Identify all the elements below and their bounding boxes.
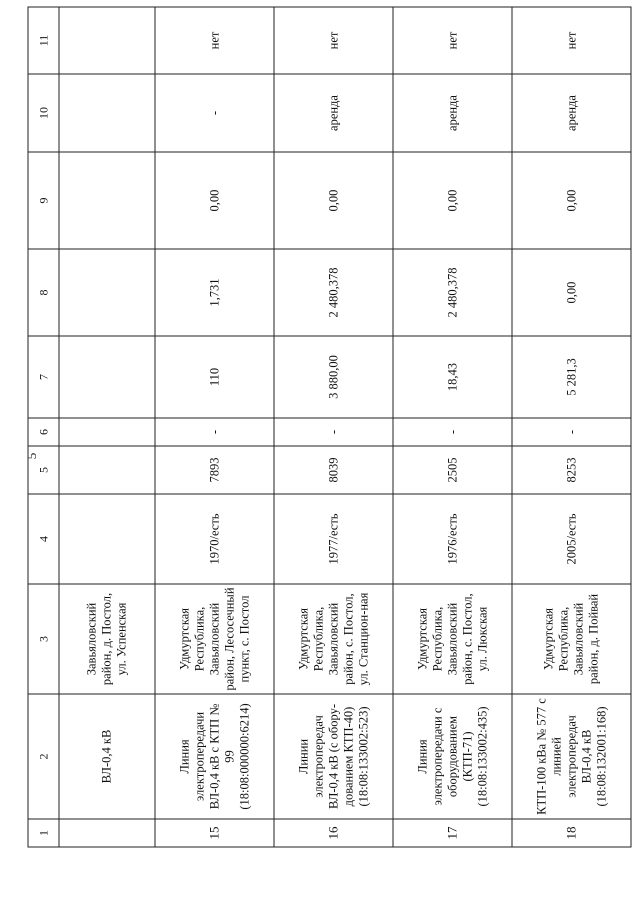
table-row — [512, 7, 631, 847]
table-row — [393, 7, 512, 847]
cell-address: Удмуртская Республика, Завьяловский район, Лесосечный пункт, с. Постол — [155, 584, 274, 694]
cell-col7: 3 880,00 — [274, 336, 393, 418]
cell-col11: нет — [393, 7, 512, 74]
cell-col7: 5 281,3 — [512, 336, 631, 418]
header-cell: 2 — [28, 694, 59, 819]
header-cell: 7 — [28, 336, 59, 418]
cell-col5: 2505 — [393, 446, 512, 494]
cell-col10: аренда — [512, 74, 631, 152]
cell-col7: 110 — [155, 336, 274, 418]
cell-col9: 0,00 — [393, 152, 512, 249]
cell-col10: - — [155, 74, 274, 152]
cell-col5: 8039 — [274, 446, 393, 494]
cell-col10: аренда — [393, 74, 512, 152]
cell-number — [59, 819, 155, 847]
header-cell: 4 — [28, 494, 59, 584]
cell-address: Удмуртская Республика, Завьяловский район, д. Пойвай — [512, 584, 631, 694]
header-cell: 5 — [28, 446, 59, 494]
cell-year — [59, 494, 155, 584]
cell-col11: нет — [512, 7, 631, 74]
cell-col9: 0,00 — [512, 152, 631, 249]
cell-year: 1976/есть — [393, 494, 512, 584]
cell-name: ВЛ-0,4 кВ — [59, 694, 155, 819]
header-row — [28, 7, 59, 847]
cell-name: КТП-100 кВа № 577 с линией электропередач ВЛ-0,4 кВ (18:08:132001:168) — [512, 694, 631, 819]
cell-address: Удмуртская Республика, Завьяловский район, с. Постол, ул. Станцион-ная — [274, 584, 393, 694]
cell-col11: нет — [274, 7, 393, 74]
cell-col8: 0,00 — [512, 249, 631, 336]
cell-col11: нет — [155, 7, 274, 74]
rotated-table-wrapper — [28, 28, 608, 848]
cell-number: 16 — [274, 819, 393, 847]
cell-col6: - — [393, 418, 512, 446]
cell-col6 — [59, 418, 155, 446]
property-register-table — [28, 7, 632, 848]
cell-col10: аренда — [274, 74, 393, 152]
cell-col9: 0,00 — [274, 152, 393, 249]
cell-col6: - — [512, 418, 631, 446]
header-cell: 9 — [28, 152, 59, 249]
cell-number: 18 — [512, 819, 631, 847]
header-cell: 10 — [28, 74, 59, 152]
cell-address: Завьяловский район, д. Постол, ул. Успенская — [59, 584, 155, 694]
cell-col5: 8253 — [512, 446, 631, 494]
table-row — [274, 7, 393, 847]
cell-col8 — [59, 249, 155, 336]
cell-col6: - — [155, 418, 274, 446]
cell-year: 2005/есть — [512, 494, 631, 584]
cell-col7: 18,43 — [393, 336, 512, 418]
cell-name: Линия электропередачи с оборудованием (КТП-71) (18:08:133002:435) — [393, 694, 512, 819]
cell-col11 — [59, 7, 155, 74]
cell-col6: - — [274, 418, 393, 446]
cell-year: 1970/есть — [155, 494, 274, 584]
cell-col10 — [59, 74, 155, 152]
table-row — [59, 7, 155, 847]
cell-number: 17 — [393, 819, 512, 847]
header-cell: 1 — [28, 819, 59, 847]
cell-col5: 7893 — [155, 446, 274, 494]
cell-col5 — [59, 446, 155, 494]
header-cell: 3 — [28, 584, 59, 694]
page-number: 5 — [24, 452, 39, 460]
header-cell: 8 — [28, 249, 59, 336]
cell-address: Удмуртская Республика, Завьяловский район, с. Постол, ул. Люкская — [393, 584, 512, 694]
cell-col9 — [59, 152, 155, 249]
header-cell: 11 — [28, 7, 59, 74]
cell-col7 — [59, 336, 155, 418]
cell-year: 1977/есть — [274, 494, 393, 584]
cell-number: 15 — [155, 819, 274, 847]
table-row — [155, 7, 274, 847]
cell-col8: 2 480,378 — [274, 249, 393, 336]
cell-col8: 2 480,378 — [393, 249, 512, 336]
cell-col9: 0,00 — [155, 152, 274, 249]
cell-name: Линии электропередач ВЛ-0,4 кВ (с обору-дованием КТП-40) (18:08:133002:523) — [274, 694, 393, 819]
header-cell: 6 — [28, 418, 59, 446]
cell-col8: 1,731 — [155, 249, 274, 336]
cell-name: Линия электропередачи ВЛ-0,4 кВ с КТП № 99 (18:08:000000:6214) — [155, 694, 274, 819]
